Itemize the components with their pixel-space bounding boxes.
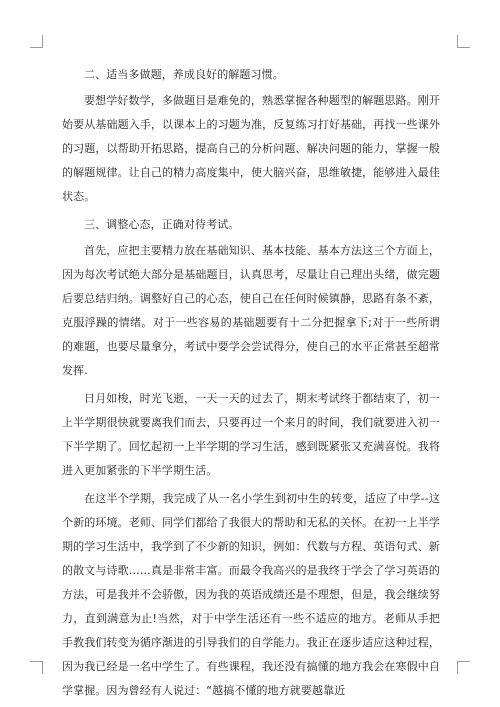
document-body — [62, 63, 440, 707]
crop-mark-top-left — [30, 35, 43, 48]
paragraph-exam-mindset: 首先，应把主要精力放在基础知识、基本技能、基本方法这三个方面上，因为每次考试绝大部分是基础题目，认真思考，尽量让自己理出头绪，做完题后要总结归纳。调整好自己的心态，使自己在任何时候镇静，思路有条不紊，克服浮躁的情绪。对于一些容易的基础题要有十二分把握拿下;对于一些所谓的难题，也要尽量拿分，考试中要学会尝试得分，使自己的水平正常甚至超常发挥. — [62, 244, 440, 377]
paragraph-semester-summary: 在这半个学期，我完成了从一名小学生到初中生的转变，适应了中学--这个新的环境。老师、同学们都给了我很大的帮助和无私的关怀。在初一上半学期的学习生活中，我学到了不少新的知识，例如：代数与方程、英语句式、新的散文与诗歌……真是非常丰富。而最令我高兴的是我终于学会了学习英语的方法，可是我并不会骄傲，因为我的英语成绩还是不理想，但是，我会继续努力，直到满意为止!当然，对于中学生活还有一些不适应的地方。老师从手把手教我们转变为循序渐进的引导我们的自学能力。我正在逐步适应这种过程，因为我已经是一名中学生了。有些课程，我还没有搞懂的地方我会在寒假中自学掌握。因为曾经有人说过：“越搞不懂的地方就要越靠近 — [62, 492, 440, 697]
crop-mark-bottom-right — [457, 661, 470, 674]
paragraph-time-flies: 日月如梭，时光飞逝，一天一天的过去了，期末考试终于都结束了，初一上半学期很快就要离我们而去，只要再过一个来月的时间，我们就要进入初一下半学期了。回忆起初一上半学期的学习生活，感到既紧张又充满喜悦。我将进入更加紧张的下半学期生活。 — [62, 392, 440, 477]
section-heading-two: 二、适当多做题，养成良好的解题习惯。 — [84, 68, 284, 81]
section-heading-three: 三、调整心态，正确对待考试。 — [84, 218, 240, 231]
crop-mark-bottom-left — [30, 661, 43, 674]
paragraph-practice: 要想学好数学，多做题目是难免的，熟悉掌握各种题型的解题思路。刚开始要从基础题入手，以课本上的习题为准，反复练习打好基础，再找一些课外的习题，以帮助开拓思路，提高自己的分析问题、解决问题的能力，掌握一般的解题规律。让自己的精力高度集中，使大脑兴奋，思维敏捷，能够进入最佳状态。 — [62, 94, 440, 203]
crop-mark-top-right — [457, 35, 470, 48]
